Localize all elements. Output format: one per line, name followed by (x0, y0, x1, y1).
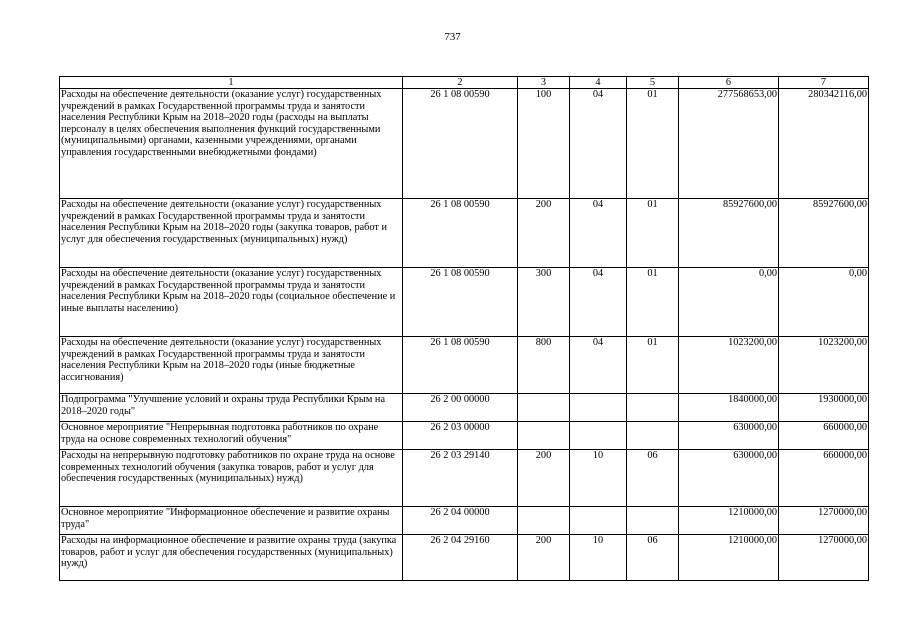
header-col-5: 5 (627, 77, 679, 89)
item-name: Основное мероприятие "Информационное обеспечение и развитие охраны труда" (60, 507, 403, 535)
amount-col-6: 85927600,00 (679, 199, 779, 268)
table-row (60, 535, 869, 581)
table-row (60, 450, 869, 507)
page-number: 737 (444, 31, 461, 43)
item-name: Основное мероприятие "Непрерывная подготовка работников по охране труда на основе современных технологий обучения" (60, 422, 403, 450)
amount-col-6: 0,00 (679, 268, 779, 337)
expense-type-code (518, 422, 570, 450)
expense-type-code: 200 (518, 450, 570, 507)
table-row (60, 337, 869, 394)
budget-table (59, 76, 869, 581)
expense-type-code: 300 (518, 268, 570, 337)
amount-col-7: 280342116,00 (779, 89, 869, 199)
section-code: 04 (570, 337, 627, 394)
expense-type-code: 200 (518, 535, 570, 581)
amount-col-7: 660000,00 (779, 450, 869, 507)
header-col-6: 6 (679, 77, 779, 89)
expense-type-code (518, 394, 570, 422)
header-col-3: 3 (518, 77, 570, 89)
table-row (60, 507, 869, 535)
amount-col-7: 1270000,00 (779, 507, 869, 535)
expense-type-code (518, 507, 570, 535)
amount-col-7: 1930000,00 (779, 394, 869, 422)
target-article-code: 26 1 08 00590 (403, 89, 518, 199)
header-col-1: 1 (60, 77, 403, 89)
subsection-code (627, 507, 679, 535)
expense-type-code: 200 (518, 199, 570, 268)
subsection-code: 01 (627, 268, 679, 337)
section-code: 04 (570, 268, 627, 337)
subsection-code (627, 422, 679, 450)
item-name: Подпрограмма "Улучшение условий и охраны труда Республики Крым на 2018–2020 годы" (60, 394, 403, 422)
subsection-code (627, 394, 679, 422)
amount-col-6: 1210000,00 (679, 507, 779, 535)
item-name: Расходы на обеспечение деятельности (оказание услуг) государственных учреждений в рамках Государственной программы труда и занятости населения Республики Крым на 2018–2020 годы (расходы на выплаты персоналу в целях обеспечения выполнения функций государственными (муниципальными) органами, казенными учреждениями, органами управления государственными внебюджетными фондами) (60, 89, 403, 199)
target-article-code: 26 1 08 00590 (403, 337, 518, 394)
section-code: 04 (570, 199, 627, 268)
target-article-code: 26 2 00 00000 (403, 394, 518, 422)
table-row (60, 394, 869, 422)
item-name: Расходы на обеспечение деятельности (оказание услуг) государственных учреждений в рамках Государственной программы труда и занятости населения Республики Крым на 2018–2020 годы (социальное обеспечение и иные выплаты населению) (60, 268, 403, 337)
subsection-code: 06 (627, 535, 679, 581)
amount-col-6: 1840000,00 (679, 394, 779, 422)
section-code: 10 (570, 535, 627, 581)
amount-col-7: 660000,00 (779, 422, 869, 450)
header-row (60, 77, 869, 89)
header-col-4: 4 (570, 77, 627, 89)
target-article-code: 26 1 08 00590 (403, 199, 518, 268)
expense-type-code: 800 (518, 337, 570, 394)
subsection-code: 06 (627, 450, 679, 507)
subsection-code: 01 (627, 89, 679, 199)
amount-col-7: 85927600,00 (779, 199, 869, 268)
amount-col-6: 630000,00 (679, 422, 779, 450)
table-row (60, 89, 869, 199)
section-code: 04 (570, 89, 627, 199)
section-code (570, 394, 627, 422)
table-row (60, 268, 869, 337)
amount-col-6: 1023200,00 (679, 337, 779, 394)
amount-col-7: 1270000,00 (779, 535, 869, 581)
item-name: Расходы на непрерывную подготовку работников по охране труда на основе современных технологий обучения (закупка товаров, работ и услуг для обеспечения государственных (муниципальных) нужд) (60, 450, 403, 507)
header-col-2: 2 (403, 77, 518, 89)
header-col-7: 7 (779, 77, 869, 89)
table-row (60, 199, 869, 268)
amount-col-7: 1023200,00 (779, 337, 869, 394)
section-code: 10 (570, 450, 627, 507)
amount-col-7: 0,00 (779, 268, 869, 337)
amount-col-6: 277568653,00 (679, 89, 779, 199)
subsection-code: 01 (627, 199, 679, 268)
subsection-code: 01 (627, 337, 679, 394)
target-article-code: 26 2 04 00000 (403, 507, 518, 535)
item-name: Расходы на обеспечение деятельности (оказание услуг) государственных учреждений в рамках Государственной программы труда и занятости населения Республики Крым на 2018–2020 годы (иные бюджетные ассигнования) (60, 337, 403, 394)
item-name: Расходы на информационное обеспечение и развитие охраны труда (закупка товаров, работ и услуг для обеспечения государственных (муниципальных) нужд) (60, 535, 403, 581)
amount-col-6: 630000,00 (679, 450, 779, 507)
item-name: Расходы на обеспечение деятельности (оказание услуг) государственных учреждений в рамках Государственной программы труда и занятости населения Республики Крым на 2018–2020 годы (закупка товаров, работ и услуг для обеспечения государственных (муниципальных) нужд) (60, 199, 403, 268)
expense-type-code: 100 (518, 89, 570, 199)
target-article-code: 26 2 03 00000 (403, 422, 518, 450)
target-article-code: 26 2 04 29160 (403, 535, 518, 581)
section-code (570, 507, 627, 535)
target-article-code: 26 1 08 00590 (403, 268, 518, 337)
table-row (60, 422, 869, 450)
amount-col-6: 1210000,00 (679, 535, 779, 581)
section-code (570, 422, 627, 450)
target-article-code: 26 2 03 29140 (403, 450, 518, 507)
